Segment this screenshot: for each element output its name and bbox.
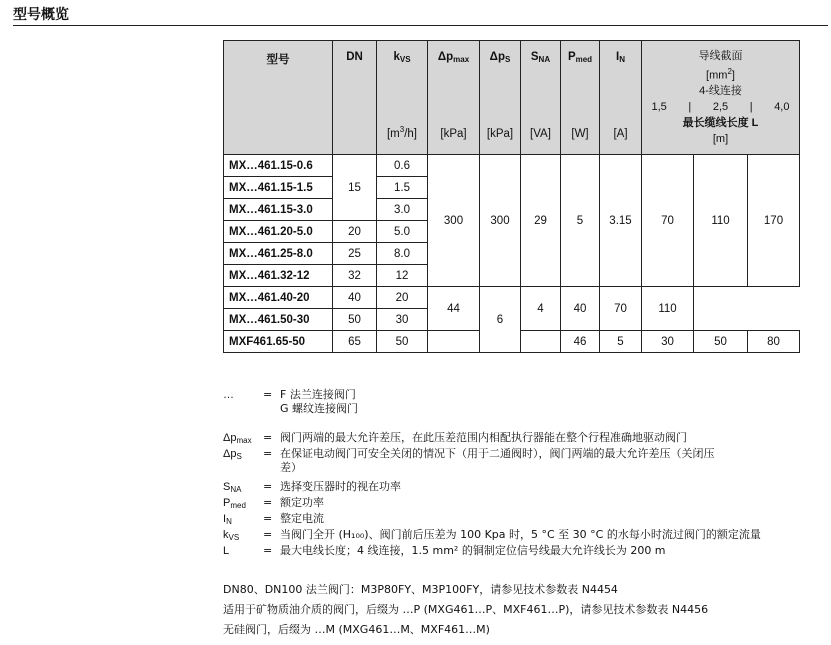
pmed-cell: 5: [561, 155, 600, 287]
in-cell: 4: [521, 287, 561, 331]
kvs-cell: 30: [377, 309, 428, 331]
in-cell: 3.15: [600, 155, 642, 287]
model-cell: MX…461.20-5.0: [224, 221, 333, 243]
header-in: $I_N$ [A]: [600, 41, 642, 155]
kvs-cell: 20: [377, 287, 428, 309]
header-model: 型号: [224, 41, 333, 155]
dps-cell: 300: [480, 155, 521, 287]
l25-cell: 50: [694, 331, 748, 353]
kvs-cell: 1.5: [377, 177, 428, 199]
l40-cell: 80: [748, 331, 800, 353]
kvs-cell: 5.0: [377, 221, 428, 243]
model-cell: MX…461.15-1.5: [224, 177, 333, 199]
note-line: 适用于矿物质油介质的阀门，后缀为 …P (MXG461…P、MXF461…P)，请参见技术参数表 N4456: [223, 603, 709, 616]
kvs-cell: 12: [377, 265, 428, 287]
dn-cell: 15: [333, 155, 377, 221]
dn-cell: 20: [333, 221, 377, 243]
kvs-cell: 0.6: [377, 155, 428, 177]
l40-cell: 110: [642, 287, 694, 331]
table-row: [224, 155, 800, 177]
notes: [223, 580, 708, 640]
header-pmed: $P_{med}$ [W]: [561, 41, 600, 155]
sna-cell: 44: [428, 287, 480, 331]
l25-cell: 70: [600, 287, 642, 331]
model-overview-table: [223, 40, 800, 353]
table-row: [224, 287, 800, 309]
header-lead-length: 导线截面 $[mm^2]$ 4-线连接 1,5 | 2,5 | 4,0 最长缆线长度 L [m]: [642, 41, 800, 155]
dn-cell: 50: [333, 309, 377, 331]
sna-cell: 29: [521, 155, 561, 287]
l15-cell: 70: [642, 155, 694, 287]
note-line: DN80、DN100 法兰阀门：M3P80FY、M3P100FY，请参见技术参数表 N4454: [223, 583, 618, 596]
page-title: 型号概览: [13, 7, 69, 23]
sna-cell: 46: [561, 331, 600, 353]
model-cell: MX…461.15-0.6: [224, 155, 333, 177]
kvs-cell: 3.0: [377, 199, 428, 221]
model-cell: MXF461.65-50: [224, 331, 333, 353]
header-dps: $\Delta p_S$ [kPa]: [480, 41, 521, 155]
header-kvs: $k_{VS}$ $[m^3/h]$: [377, 41, 428, 155]
model-cell: MX…461.50-30: [224, 309, 333, 331]
note-line: 无硅阀门，后缀为 …M (MXG461…M、MXF461…M): [223, 623, 490, 636]
dn-cell: 65: [333, 331, 377, 353]
dps-cell: [521, 331, 561, 353]
dn-cell: 32: [333, 265, 377, 287]
model-cell: MX…461.32-12: [224, 265, 333, 287]
in-cell: 5: [600, 331, 642, 353]
title-divider: [13, 25, 828, 26]
header-dn: DN: [333, 41, 377, 155]
l15-cell: 30: [642, 331, 694, 353]
model-cell: MX…461.40-20: [224, 287, 333, 309]
kvs-cell: 8.0: [377, 243, 428, 265]
model-cell: MX…461.15-3.0: [224, 199, 333, 221]
dpmax-cell: 300: [428, 155, 480, 287]
dn-cell: 40: [333, 287, 377, 309]
kvs-cell: 50: [377, 331, 428, 353]
l25-cell: 110: [694, 155, 748, 287]
header-sna: $S_{NA}$ [VA]: [521, 41, 561, 155]
header-dpmax: $\Delta p_{max}$ [kPa]: [428, 41, 480, 155]
table-header-row: [224, 41, 800, 155]
pmed-cell: 6: [480, 287, 521, 353]
dn-cell: 25: [333, 243, 377, 265]
l15-cell: 40: [561, 287, 600, 331]
l40-cell: 170: [748, 155, 800, 287]
model-cell: MX…461.25-8.0: [224, 243, 333, 265]
dpmax-cell: [428, 331, 480, 353]
